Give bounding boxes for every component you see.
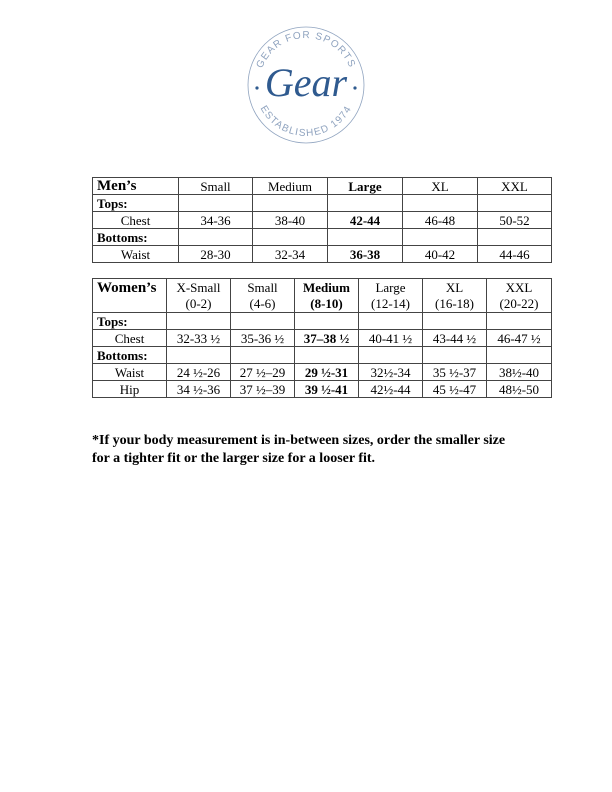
empty-cell <box>295 347 359 364</box>
empty-cell <box>253 229 328 246</box>
logo-brand-wordmark: Gear <box>264 60 348 105</box>
womens-numeric-size: (20-22) <box>487 296 552 313</box>
mens-title: Men’s <box>93 178 179 195</box>
womens-waist-value: 35 ½-37 <box>423 364 487 381</box>
empty-cell <box>253 195 328 212</box>
mens-chest-value: 46-48 <box>403 212 478 229</box>
mens-waist-value: 40-42 <box>403 246 478 263</box>
mens-tops-section-row <box>93 195 552 212</box>
womens-waist-value: 38½-40 <box>487 364 552 381</box>
logo-bottom-arc-text: ESTABLISHED 1974 <box>257 103 355 140</box>
womens-size-header-highlight: Medium <box>295 279 359 296</box>
womens-chest-row <box>93 330 552 347</box>
empty-cell <box>487 347 552 364</box>
empty-cell <box>295 313 359 330</box>
mens-header-row <box>93 178 552 195</box>
womens-tops-section-row <box>93 313 552 330</box>
womens-chest-label: Chest <box>93 330 167 347</box>
womens-hip-value: 34 ½-36 <box>167 381 231 398</box>
empty-cell <box>478 195 552 212</box>
mens-chest-value: 38-40 <box>253 212 328 229</box>
womens-chest-value: 43-44 ½ <box>423 330 487 347</box>
empty-cell <box>403 195 478 212</box>
womens-waist-value: 27 ½–29 <box>231 364 295 381</box>
empty-cell <box>359 347 423 364</box>
womens-hip-value: 48½-50 <box>487 381 552 398</box>
empty-cell <box>423 313 487 330</box>
mens-chest-value: 50-52 <box>478 212 552 229</box>
empty-cell <box>403 229 478 246</box>
mens-waist-label: Waist <box>93 246 179 263</box>
empty-cell <box>328 195 403 212</box>
womens-hip-value-highlight: 39 ½-41 <box>295 381 359 398</box>
mens-waist-value-highlight: 36-38 <box>328 246 403 263</box>
womens-chest-value: 46-47 ½ <box>487 330 552 347</box>
womens-hip-value: 42½-44 <box>359 381 423 398</box>
womens-size-header: Small <box>231 279 295 296</box>
womens-size-header: X-Small <box>167 279 231 296</box>
mens-chest-value-highlight: 42-44 <box>328 212 403 229</box>
womens-bottoms-label: Bottoms: <box>93 347 167 364</box>
empty-cell <box>231 313 295 330</box>
womens-waist-value: 24 ½-26 <box>167 364 231 381</box>
empty-cell <box>423 347 487 364</box>
womens-numeric-size-highlight: (8-10) <box>295 296 359 313</box>
womens-waist-label: Waist <box>93 364 167 381</box>
logo-dot-left <box>255 86 258 89</box>
womens-waist-row <box>93 364 552 381</box>
mens-size-header: Medium <box>253 178 328 195</box>
mens-chest-row <box>93 212 552 229</box>
footnote-line: for a tighter fit or the larger size for a looser fit. <box>92 451 376 466</box>
mens-bottoms-label: Bottoms: <box>93 229 179 246</box>
womens-size-header: Large <box>359 279 423 296</box>
gear-for-sports-logo <box>245 24 367 146</box>
empty-cell <box>231 347 295 364</box>
empty-cell <box>167 313 231 330</box>
womens-bottoms-section-row <box>93 347 552 364</box>
fit-footnote <box>92 432 562 468</box>
empty-cell <box>487 313 552 330</box>
empty-cell <box>478 229 552 246</box>
mens-waist-value: 32-34 <box>253 246 328 263</box>
mens-size-header-highlight: Large <box>328 178 403 195</box>
womens-title: Women’s <box>93 279 167 313</box>
womens-numeric-size: (12-14) <box>359 296 423 313</box>
mens-bottoms-section-row <box>93 229 552 246</box>
womens-size-header: XL <box>423 279 487 296</box>
mens-chest-label: Chest <box>93 212 179 229</box>
womens-chest-value: 35-36 ½ <box>231 330 295 347</box>
womens-numeric-size: (0-2) <box>167 296 231 313</box>
mens-size-header: XL <box>403 178 478 195</box>
mens-size-header: Small <box>179 178 253 195</box>
womens-numeric-size: (4-6) <box>231 296 295 313</box>
mens-chest-value: 34-36 <box>179 212 253 229</box>
womens-waist-value-highlight: 29 ½-31 <box>295 364 359 381</box>
womens-hip-label: Hip <box>93 381 167 398</box>
mens-size-header: XXL <box>478 178 552 195</box>
footnote-line: *If your body measurement is in-between sizes, order the smaller size <box>92 433 506 448</box>
womens-size-chart <box>92 278 552 398</box>
empty-cell <box>179 195 253 212</box>
womens-hip-value: 45 ½-47 <box>423 381 487 398</box>
logo-top-arc-text: GEAR FOR SPORTS <box>254 29 358 70</box>
womens-waist-value: 32½-34 <box>359 364 423 381</box>
womens-hip-value: 37 ½–39 <box>231 381 295 398</box>
womens-numeric-size: (16-18) <box>423 296 487 313</box>
empty-cell <box>359 313 423 330</box>
womens-chest-value-highlight: 37–38 ½ <box>295 330 359 347</box>
womens-hip-row <box>93 381 552 398</box>
mens-size-chart <box>92 177 552 263</box>
mens-waist-value: 28-30 <box>179 246 253 263</box>
logo-dot-right <box>353 86 356 89</box>
womens-chest-value: 32-33 ½ <box>167 330 231 347</box>
empty-cell <box>328 229 403 246</box>
empty-cell <box>179 229 253 246</box>
mens-waist-row <box>93 246 552 263</box>
womens-chest-value: 40-41 ½ <box>359 330 423 347</box>
mens-tops-label: Tops: <box>93 195 179 212</box>
womens-header-row <box>93 279 552 296</box>
empty-cell <box>167 347 231 364</box>
womens-tops-label: Tops: <box>93 313 167 330</box>
mens-waist-value: 44-46 <box>478 246 552 263</box>
womens-size-header: XXL <box>487 279 552 296</box>
